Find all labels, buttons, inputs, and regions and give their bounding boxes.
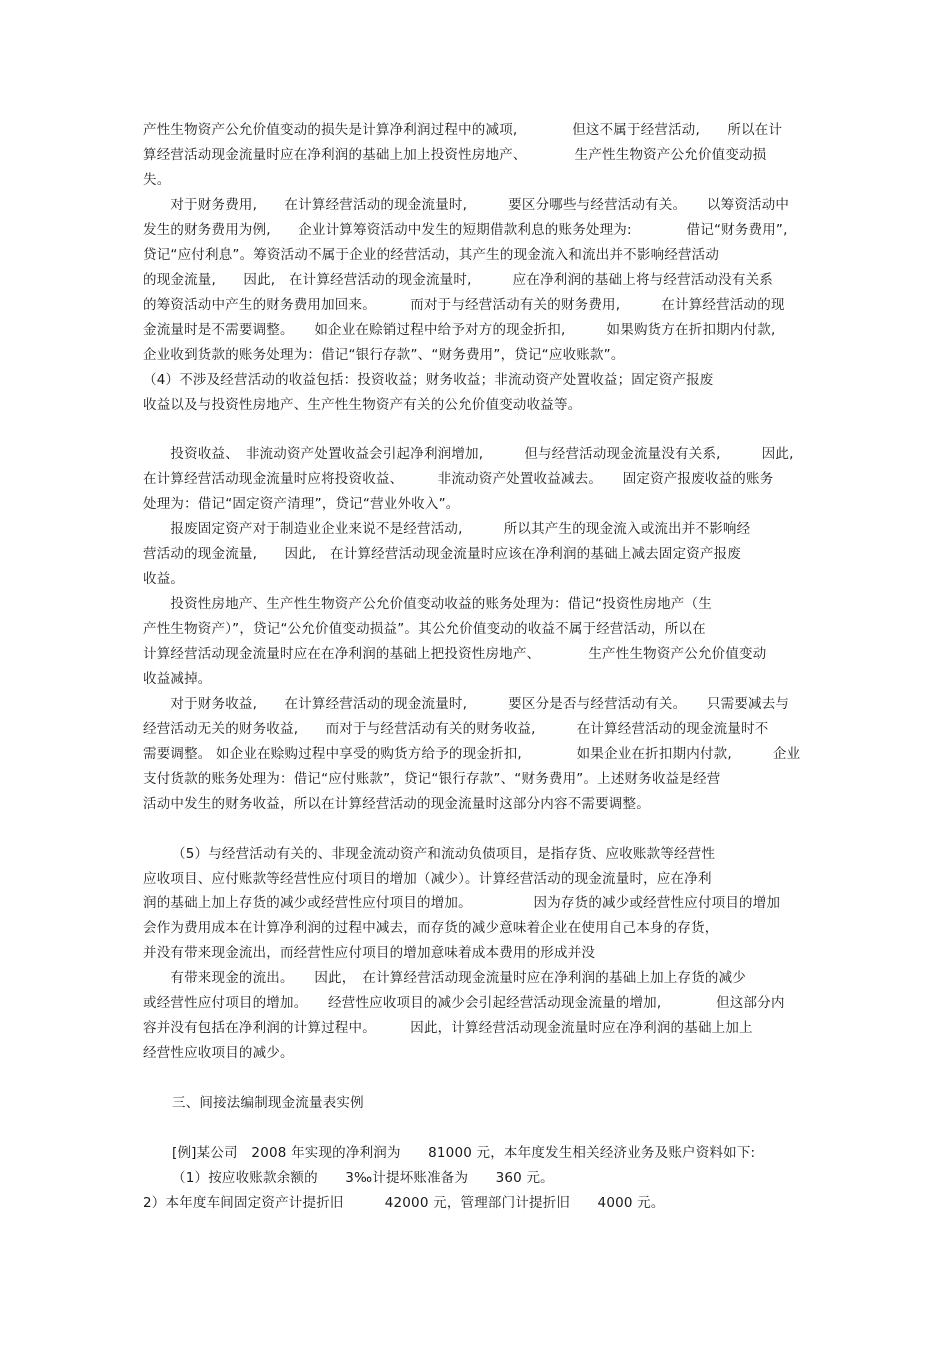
text-line: 2）本年度车间固定资产计提折旧 42000 元，管理部门计提折旧 4000 元。 [143, 1195, 665, 1211]
text-line: 金流量时是不需要调整。 如企业在赊销过程中给予对方的现金折扣, 如果购货方在折扣期内付款, [143, 322, 776, 338]
text-line: 容并没有包括在净利润的计算过程中。 因此，计算经营活动现金流量时应在净利润的基础上加上 [143, 1020, 753, 1036]
text-line: （5）与经营活动有关的、非现金流动资产和流动负债项目，是指存货、应收账款等经营性 [172, 846, 716, 862]
text-line: 投资性房地产、生产性生物资产公允价值变动收益的账务处理为：借记“投资性房地产（生 [143, 596, 712, 612]
text-line: 处理为：借记“固定资产清理”，贷记“营业外收入”。 [143, 496, 460, 512]
text-line: 需要调整。 如企业在赊购过程中享受的购货方给予的现金折扣, 如果企业在折扣期内付款, 企业 [143, 746, 801, 762]
text-line: 并没有带来现金流出，而经营性应付项目的增加意味着成本费用的形成并没 [143, 945, 596, 961]
text-line: （4）不涉及经营活动的收益包括：投资收益；财务收益；非流动资产处置收益；固定资产报废 [143, 372, 714, 388]
text-line: 经营性应收项目的减少。 [143, 1045, 294, 1061]
text-line: 或经营性应付项目的增加。 经营性应收项目的减少会引起经营活动现金流量的增加, 但这部分内 [143, 995, 785, 1011]
text-line: 的筹资活动中产生的财务费用加回来。 而对于与经营活动有关的财务费用, 在计算经营活动的现 [143, 297, 785, 313]
text-line: 的现金流量, 因此, 在计算经营活动的现金流量时, 应在净利润的基础上将与经营活动没有关系 [143, 272, 773, 288]
text-line: 支付货款的账务处理为：借记“应付账款”，贷记“银行存款”、“财务费用”。上述财务收益是经营 [143, 771, 721, 787]
text-line: 收益以及与投资性房地产、生产性生物资产有关的公允价值变动收益等。 [143, 397, 582, 413]
text-line: 贷记“应付利息”。筹资活动不属于企业的经营活动，其产生的现金流入和流出并不影响经营活动 [143, 247, 720, 263]
text-line: 在计算经营活动现金流量时应将投资收益、 非流动资产处置收益减去。 固定资产报废收益的账务 [143, 471, 774, 487]
text-line: 有带来现金的流出。 因此， 在计算经营活动现金流量时应在净利润的基础上加上存货的减少 [143, 970, 746, 986]
text-line: 失。 [143, 172, 171, 188]
text-line: 产性生物资产公允价值变动的损失是计算净利润过程中的减项, 但这不属于经营活动, 所以在计 [143, 122, 783, 138]
text-line: 经营活动无关的财务收益, 而对于与经营活动有关的财务收益, 在计算经营活动的现金流量时不 [143, 721, 769, 737]
text-line: 计算经营活动现金流量时应在在净利润的基础上把投资性房地产、 生产性生物资产公允价值变动 [143, 646, 767, 662]
section-heading: 三、间接法编制现金流量表实例 [172, 1095, 364, 1111]
text-line: 投资收益、 非流动资产处置收益会引起净利润增加, 但与经营活动现金流量没有关系, 因此, [143, 446, 794, 462]
text-line: 应收项目、应付账款等经营性应付项目的增加（减少）。计算经营活动的现金流量时，应在净利 [143, 871, 712, 887]
text-line: 产性生物资产）”，贷记“公允价值变动损益”。其公允价值变动的收益不属于经营活动，所以在 [143, 621, 706, 637]
text-line: 收益减掉。 [143, 671, 212, 687]
text-line: 企业收到货款的账务处理为：借记“银行存款”、“财务费用”，贷记“应收账款”。 [143, 347, 625, 363]
text-line: [例]某公司 2008 年实现的净利润为 81000 元，本年度发生相关经济业务及账户资料如下: [172, 1145, 756, 1161]
text-line: 对于财务收益, 在计算经营活动的现金流量时, 要区分是否与经营活动有关。 只需要减去与 [143, 696, 790, 712]
text-line: 对于财务费用, 在计算经营活动的现金流量时, 要区分哪些与经营活动有关。 以筹资活动中 [143, 197, 790, 213]
text-line: 发生的财务费用为例, 企业计算筹资活动中发生的短期借款利息的账务处理为: 借记“财务费用”, [143, 222, 788, 238]
text-line: 会作为费用成本在计算净利润的过程中减去，而存货的减少意味着企业在使用自己本身的存货， [143, 920, 719, 936]
text-line: 报废固定资产对于制造业企业来说不是经营活动, 所以其产生的现金流入或流出并不影响经 [143, 521, 751, 537]
text-line: （1）按应收账款余额的 3‰计提坏账准备为 360 元。 [172, 1170, 554, 1186]
text-line: 营活动的现金流量, 因此, 在计算经营活动现金流量时应该在净利润的基础上减去固定资产报废 [143, 546, 742, 562]
text-line: 算经营活动现金流量时应在净利润的基础上加上投资性房地产、 生产性生物资产公允价值变动损 [143, 147, 767, 163]
text-line: 活动中发生的财务收益，所以在计算经营活动的现金流量时这部分内容不需要调整。 [143, 796, 650, 812]
text-line: 润的基础上加上存货的减少或经营性应付项目的增加。 因为存货的减少或经营性应付项目的增加 [143, 895, 781, 911]
text-line: 收益。 [143, 571, 185, 587]
